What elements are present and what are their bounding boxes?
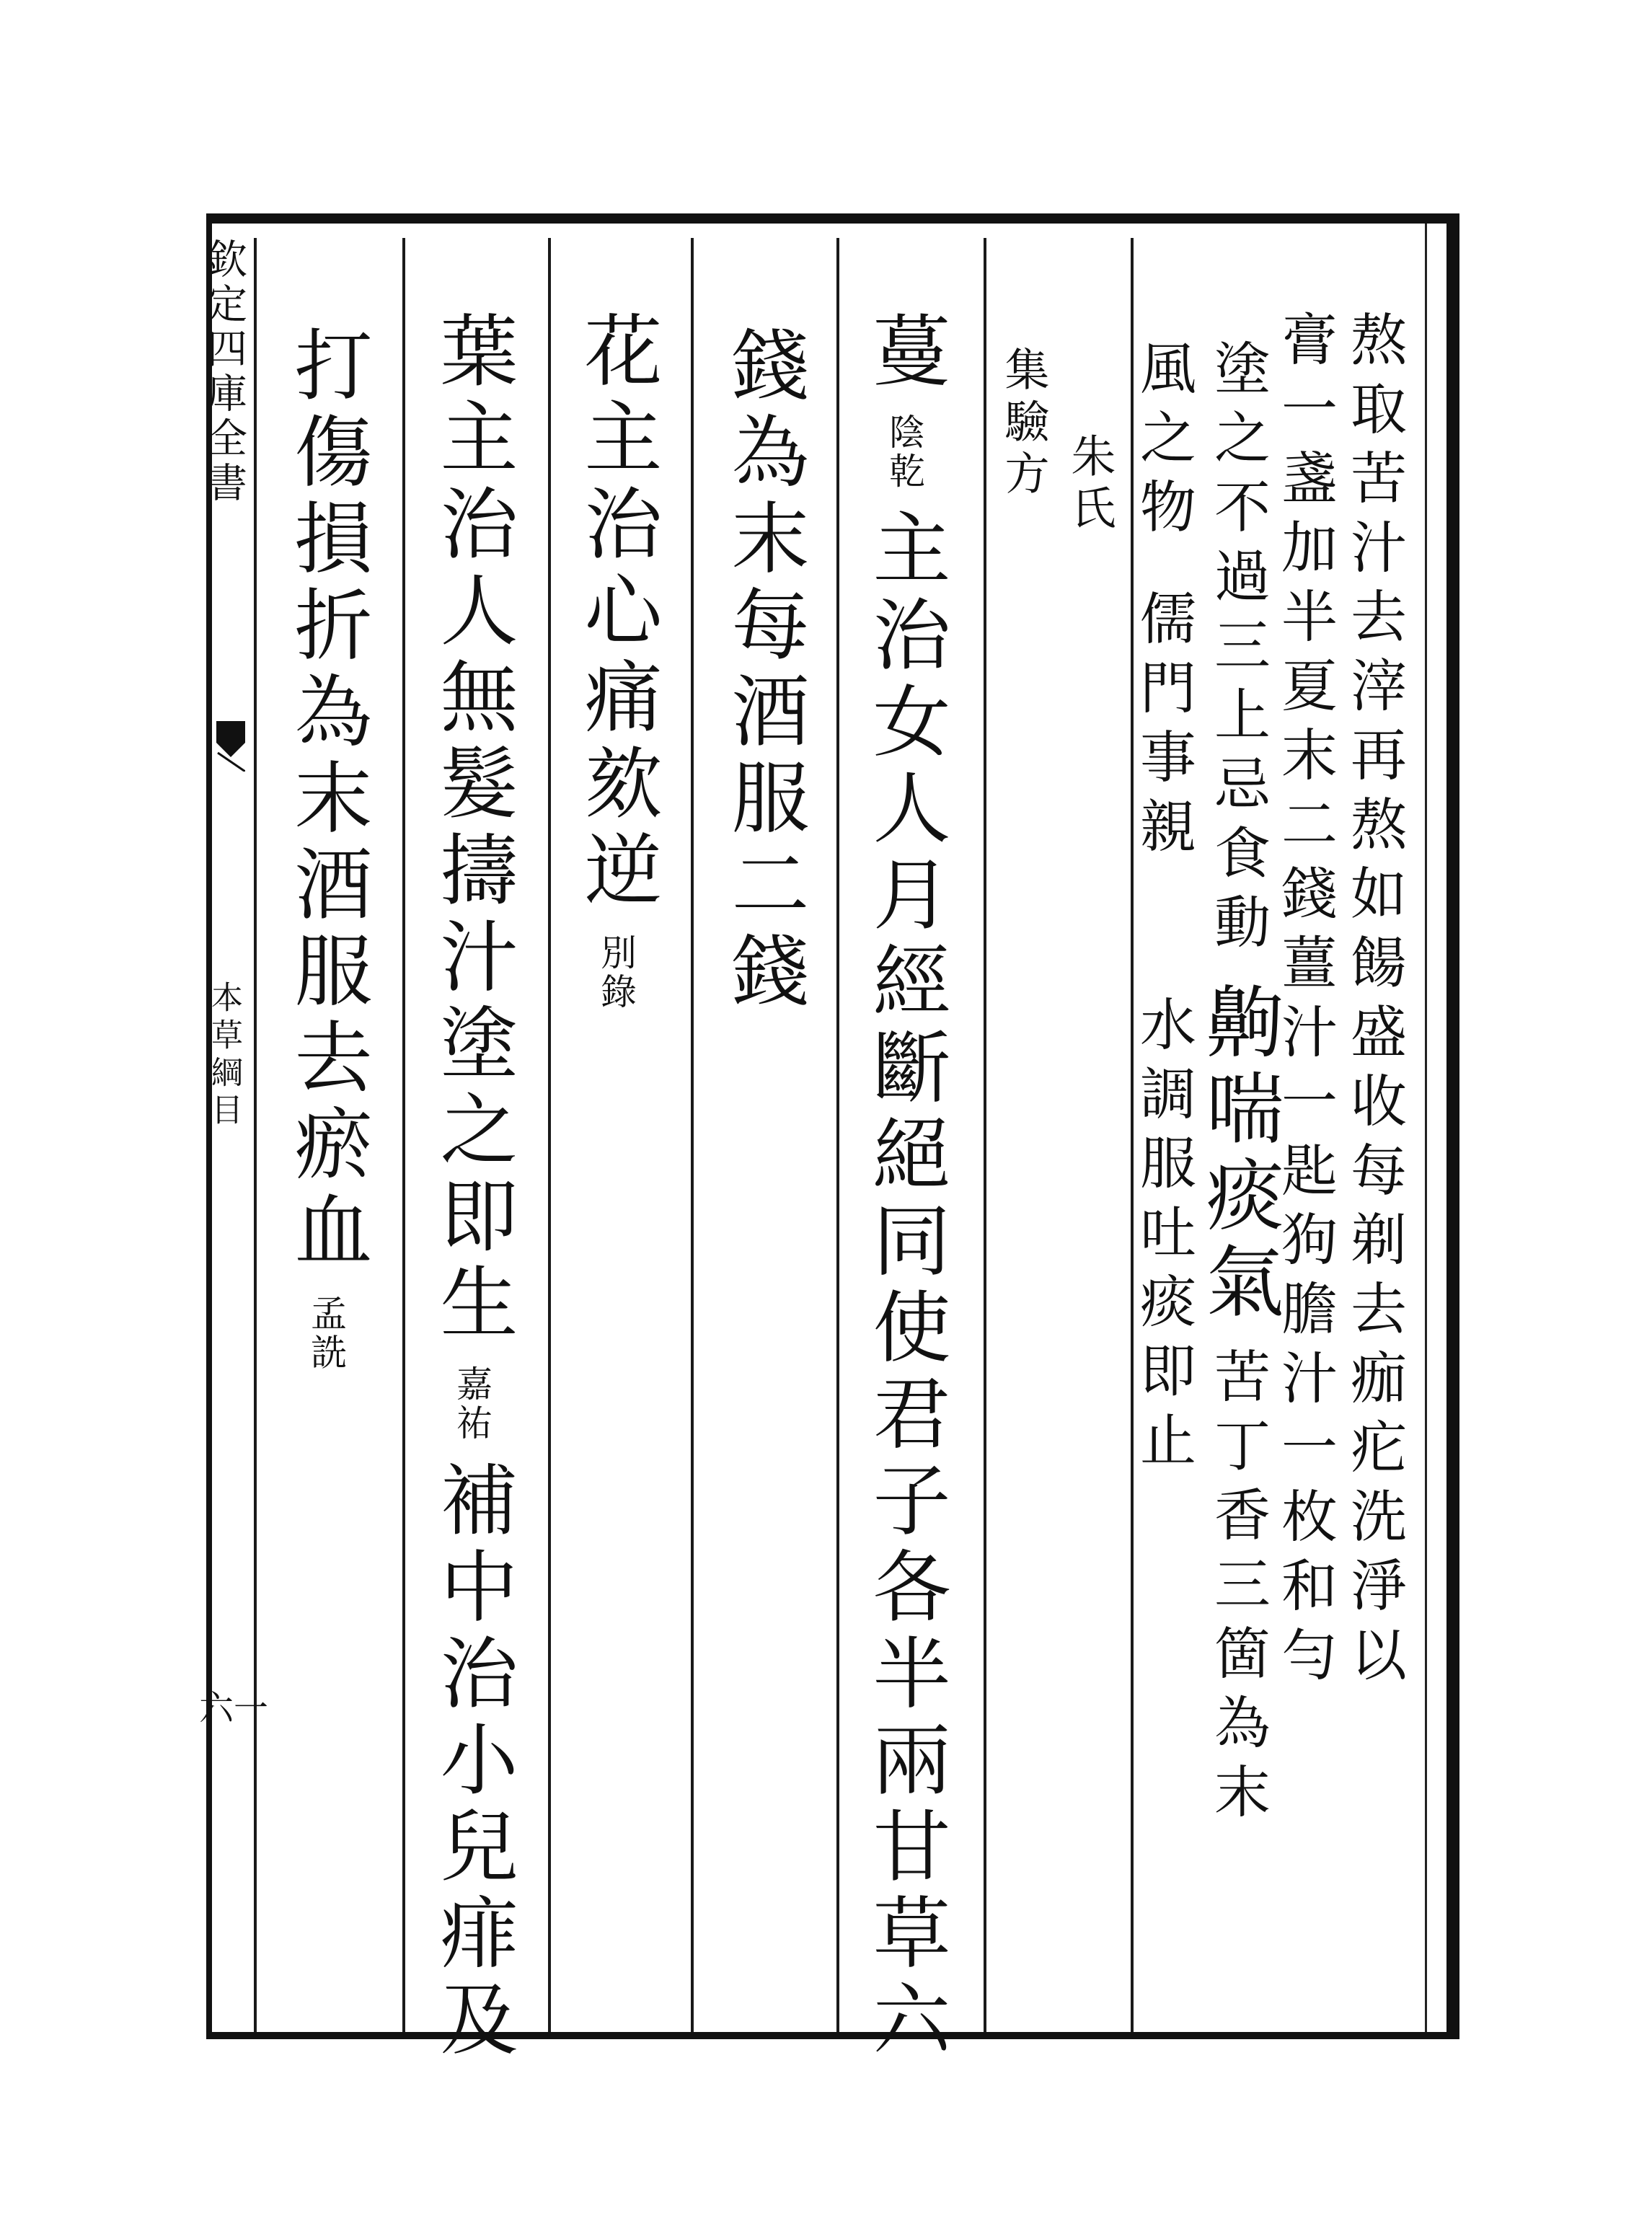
text-column-9 — [571, 310, 661, 1012]
citation-text: 別錄 — [595, 934, 637, 1012]
margin-collection-title: 欽定四庫全書 — [200, 238, 247, 506]
text-column-4 — [1131, 339, 1196, 1480]
column-rule — [402, 238, 405, 2032]
text-column-1 — [1341, 310, 1406, 1695]
column-rule — [984, 238, 986, 2032]
fish-tail-icon — [216, 721, 245, 772]
margin-book-title: 本草綱目 — [206, 981, 242, 1131]
column-text: 熬取苦汁去滓再熬如餳盛收每剃去痂疕洗淨以 — [1341, 310, 1406, 1695]
text-column-7 — [860, 310, 950, 2065]
text-column-5 — [1064, 433, 1116, 536]
text-column-3 — [1193, 339, 1283, 1832]
text-column-6 — [997, 346, 1050, 502]
frame-top-border — [209, 213, 1449, 224]
citation-text: 孟詵 — [305, 1294, 347, 1372]
column-rule — [836, 238, 839, 2032]
column-text: 打傷損折為末酒服去瘀血 — [281, 324, 371, 1276]
text-column-8 — [718, 324, 808, 1017]
text-column-11 — [281, 324, 371, 1372]
frame-right-border — [1446, 213, 1459, 2039]
column-text: 補中治小兒痱及 — [427, 1459, 517, 2065]
column-text: 水調服吐痰即止 — [1131, 995, 1196, 1480]
citation-text: 集驗方 — [997, 346, 1050, 502]
column-rule — [691, 238, 694, 2032]
text-column-10 — [427, 310, 517, 2065]
column-rule — [254, 238, 257, 2032]
column-text: 錢為末每酒服二錢 — [718, 324, 808, 1017]
citation-text: 嘉祐 — [451, 1365, 492, 1443]
citation-text: 朱氏 — [1064, 433, 1116, 536]
column-rule — [548, 238, 551, 2032]
entry-heading-text: 蔓 — [860, 310, 950, 397]
citation-text: 儒門事親 — [1131, 589, 1196, 866]
text-column-2 — [1272, 310, 1337, 1695]
column-text: 主治女人月經斷絕同使君子各半兩甘草六 — [860, 508, 950, 2065]
column-text: 塗之不過三上忌食動 — [1205, 339, 1270, 962]
annotation-text: 陰乾 — [883, 413, 925, 491]
frame-bottom-border — [209, 2032, 1449, 2039]
column-text: 葉主治人無髮擣汁塗之即生 — [427, 310, 517, 1348]
frame-inner-rule — [1425, 224, 1427, 2032]
column-text: 風之物 — [1131, 339, 1196, 547]
column-text: 苦丁香三箇為末 — [1205, 1347, 1270, 1832]
column-text: 花主治心痛欬逆 — [571, 310, 661, 916]
column-text: 膏一盞加半夏末二錢薑汁一匙狗膽汁一枚和勻 — [1272, 310, 1337, 1695]
column-heading-text: 齁喘痰氣 — [1193, 981, 1283, 1327]
margin-page-number: 六一 — [199, 1688, 269, 1728]
